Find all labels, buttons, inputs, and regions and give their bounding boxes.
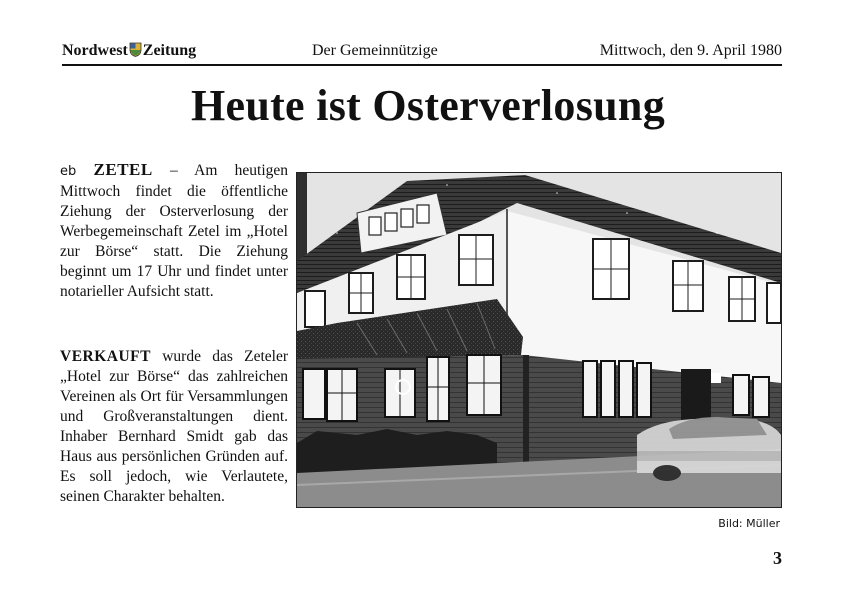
paper-name: [62, 42, 196, 62]
dateline-dash: –: [152, 162, 195, 179]
article-body: wurde das Zeteler „Hotel zur Börse“ das zahlreichen Vereinen als Ort für Versammlungen und Großveranstaltungen dient. Inhaber Bernhard Smidt gab das Haus aus persönlichen Gründen auf. Es soll jedoch, wie Verlautete, seinen Charakter behalten.: [60, 348, 288, 505]
building-illustration: [297, 173, 781, 507]
issue-date: Mittwoch, den 9. April 1980: [599, 42, 782, 59]
corner-building-photo: [296, 172, 782, 508]
author-initials: eb: [60, 164, 77, 179]
headline: Heute ist Osterverlosung: [190, 81, 665, 130]
article-body: Am heutigen Mittwoch findet die öffentliche Ziehung der Osterverlosung der Werbegemeinschaft Zetel im „Hotel zur Börse“ statt. Die Ziehung beginnt um 17 Uhr und findet unter notarieller Aufsicht statt.: [60, 162, 289, 300]
paper-name-part1: Nordwest: [62, 42, 128, 59]
article-lead: VERKAUFT: [60, 348, 151, 365]
dateline: ZETEL: [93, 160, 153, 179]
article-verkauft: [60, 347, 288, 507]
article-zetel: [60, 160, 288, 302]
paper-subtitle: Der Gemeinnützige: [312, 42, 438, 59]
masthead: [62, 40, 782, 66]
paper-name-part2: Zeitung: [142, 42, 197, 59]
photo-caption: Bild: Müller: [718, 517, 780, 530]
crest-icon: [129, 42, 142, 62]
page-number: 3: [773, 548, 782, 568]
